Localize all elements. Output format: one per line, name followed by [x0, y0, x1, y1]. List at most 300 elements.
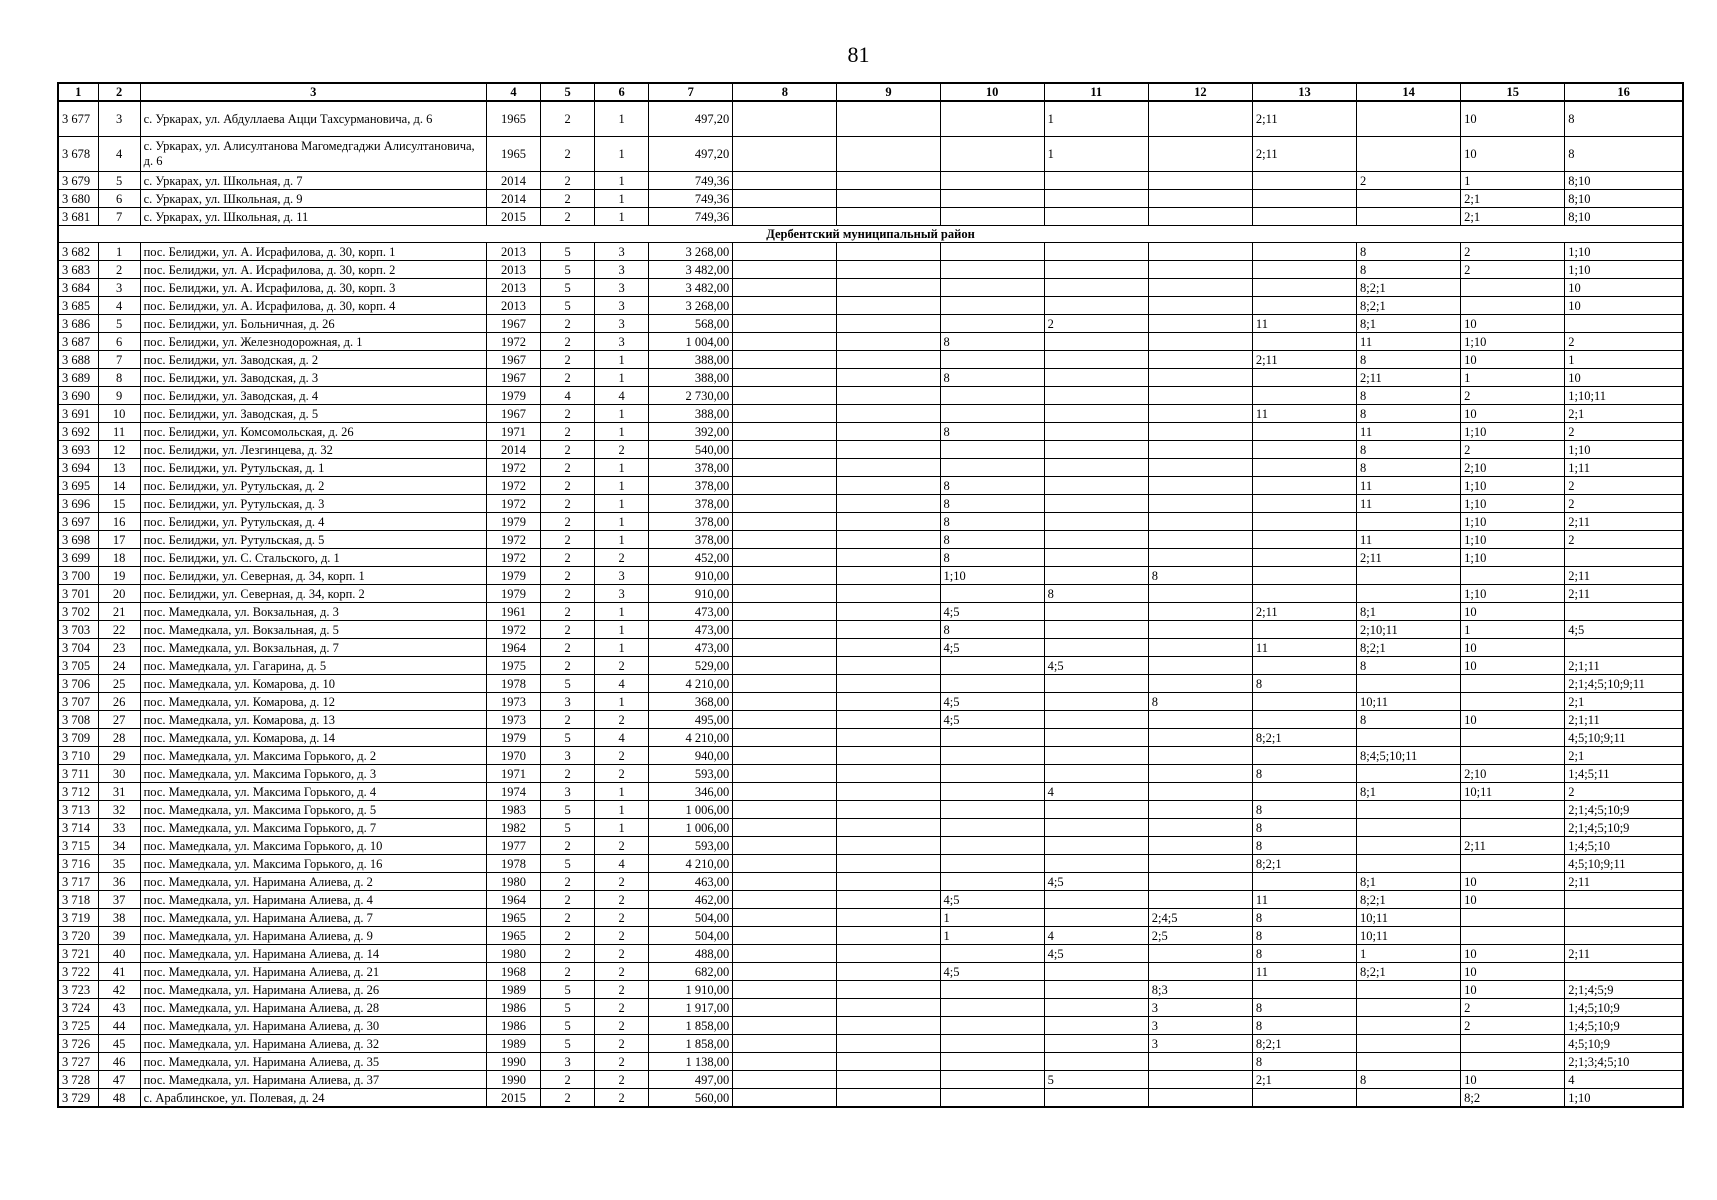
cell-col-9 — [837, 927, 940, 945]
cell-col-8 — [733, 243, 837, 261]
cell-col-11 — [1044, 729, 1148, 747]
cell-col-10 — [940, 1071, 1044, 1089]
cell-col-9 — [837, 549, 940, 567]
cell-col-15: 10 — [1461, 101, 1565, 137]
cell-entrances: 1 — [595, 351, 649, 369]
table-row — [58, 137, 1683, 172]
cell-item-number: 14 — [98, 477, 140, 495]
cell-col-13 — [1252, 549, 1356, 567]
cell-item-number: 2 — [98, 261, 140, 279]
cell-col-8 — [733, 765, 837, 783]
cell-item-number: 9 — [98, 387, 140, 405]
cell-floors: 5 — [541, 729, 595, 747]
cell-col-14 — [1357, 513, 1461, 531]
cell-col-8 — [733, 405, 837, 423]
cell-col-11 — [1044, 693, 1148, 711]
cell-entrances: 3 — [595, 567, 649, 585]
cell-floors: 5 — [541, 243, 595, 261]
cell-item-number: 1 — [98, 243, 140, 261]
cell-area: 682,00 — [649, 963, 733, 981]
cell-floors: 2 — [541, 531, 595, 549]
cell-floors: 2 — [541, 1071, 595, 1089]
cell-col-14: 8;1 — [1357, 315, 1461, 333]
cell-col-8 — [733, 585, 837, 603]
cell-col-8 — [733, 1053, 837, 1071]
cell-col-15: 10 — [1461, 405, 1565, 423]
cell-entrances: 4 — [595, 855, 649, 873]
cell-col-11: 4 — [1044, 927, 1148, 945]
cell-address: пос. Мамедкала, ул. Комарова, д. 10 — [140, 675, 486, 693]
cell-col-9 — [837, 261, 940, 279]
cell-col-12 — [1148, 783, 1252, 801]
cell-col-14: 8 — [1357, 441, 1461, 459]
table-row — [58, 801, 1683, 819]
cell-col-14 — [1357, 1089, 1461, 1108]
cell-floors: 5 — [541, 279, 595, 297]
cell-col-11 — [1044, 369, 1148, 387]
cell-col-10 — [940, 819, 1044, 837]
section-title: Дербентский муниципальный район — [58, 226, 1683, 243]
cell-col-9 — [837, 639, 940, 657]
table-row — [58, 1089, 1683, 1108]
cell-col-14 — [1357, 1035, 1461, 1053]
table-row — [58, 603, 1683, 621]
cell-floors: 2 — [541, 315, 595, 333]
cell-year-built: 1983 — [487, 801, 541, 819]
cell-entrances: 1 — [595, 405, 649, 423]
cell-address: пос. Белиджи, ул. Заводская, д. 3 — [140, 369, 486, 387]
cell-year-built: 1990 — [487, 1071, 541, 1089]
cell-entrances: 2 — [595, 1035, 649, 1053]
cell-entrances: 2 — [595, 1053, 649, 1071]
cell-year-built: 1975 — [487, 657, 541, 675]
cell-col-14: 8;2;1 — [1357, 963, 1461, 981]
table-row — [58, 441, 1683, 459]
cell-record-number: 3 714 — [58, 819, 98, 837]
cell-col-13 — [1252, 657, 1356, 675]
column-header-15: 15 — [1461, 83, 1565, 101]
cell-col-12 — [1148, 1053, 1252, 1071]
cell-col-11 — [1044, 801, 1148, 819]
cell-col-13: 8;2;1 — [1252, 729, 1356, 747]
cell-col-11: 2 — [1044, 315, 1148, 333]
cell-item-number: 11 — [98, 423, 140, 441]
cell-floors: 2 — [541, 765, 595, 783]
cell-col-9 — [837, 1089, 940, 1108]
cell-col-11 — [1044, 208, 1148, 226]
cell-record-number: 3 695 — [58, 477, 98, 495]
cell-col-15: 10 — [1461, 315, 1565, 333]
cell-record-number: 3 689 — [58, 369, 98, 387]
cell-col-8 — [733, 711, 837, 729]
cell-col-12 — [1148, 495, 1252, 513]
cell-col-16: 2;1;3;4;5;10 — [1565, 1053, 1683, 1071]
cell-address: пос. Белиджи, ул. Лезгинцева, д. 32 — [140, 441, 486, 459]
cell-item-number: 27 — [98, 711, 140, 729]
cell-col-12 — [1148, 891, 1252, 909]
cell-col-15: 1;10 — [1461, 495, 1565, 513]
cell-record-number: 3 713 — [58, 801, 98, 819]
cell-col-13: 11 — [1252, 405, 1356, 423]
column-header-14: 14 — [1357, 83, 1461, 101]
cell-col-11 — [1044, 1035, 1148, 1053]
cell-entrances: 2 — [595, 765, 649, 783]
cell-col-8 — [733, 208, 837, 226]
cell-area: 529,00 — [649, 657, 733, 675]
table-row — [58, 387, 1683, 405]
cell-col-9 — [837, 819, 940, 837]
cell-col-10 — [940, 243, 1044, 261]
cell-col-15: 2;10 — [1461, 765, 1565, 783]
table-row — [58, 657, 1683, 675]
cell-col-12: 2;5 — [1148, 927, 1252, 945]
cell-address: пос. Белиджи, ул. Рутульская, д. 3 — [140, 495, 486, 513]
cell-col-16: 2 — [1565, 333, 1683, 351]
cell-col-16: 10 — [1565, 369, 1683, 387]
cell-col-12 — [1148, 208, 1252, 226]
cell-col-13 — [1252, 531, 1356, 549]
cell-address: пос. Белиджи, ул. Рутульская, д. 2 — [140, 477, 486, 495]
cell-address: пос. Мамедкала, ул. Вокзальная, д. 7 — [140, 639, 486, 657]
table-row — [58, 1071, 1683, 1089]
cell-item-number: 45 — [98, 1035, 140, 1053]
cell-col-11 — [1044, 351, 1148, 369]
cell-col-11 — [1044, 675, 1148, 693]
cell-year-built: 1973 — [487, 693, 541, 711]
cell-address: пос. Мамедкала, ул. Максима Горького, д. 4 — [140, 783, 486, 801]
cell-entrances: 1 — [595, 101, 649, 137]
cell-col-16: 8 — [1565, 137, 1683, 172]
cell-col-9 — [837, 1035, 940, 1053]
cell-col-8 — [733, 675, 837, 693]
cell-entrances: 2 — [595, 549, 649, 567]
table-row — [58, 261, 1683, 279]
cell-col-12 — [1148, 675, 1252, 693]
cell-area: 910,00 — [649, 567, 733, 585]
cell-col-10 — [940, 1035, 1044, 1053]
cell-col-16: 8;10 — [1565, 172, 1683, 190]
cell-col-13 — [1252, 243, 1356, 261]
cell-col-12 — [1148, 837, 1252, 855]
cell-col-10 — [940, 675, 1044, 693]
cell-col-15: 2 — [1461, 441, 1565, 459]
table-row — [58, 405, 1683, 423]
cell-col-14: 11 — [1357, 333, 1461, 351]
cell-address: пос. Мамедкала, ул. Наримана Алиева, д. 37 — [140, 1071, 486, 1089]
cell-record-number: 3 685 — [58, 297, 98, 315]
cell-col-14 — [1357, 208, 1461, 226]
cell-col-14 — [1357, 729, 1461, 747]
cell-area: 1 006,00 — [649, 819, 733, 837]
cell-col-10: 8 — [940, 621, 1044, 639]
cell-floors: 5 — [541, 675, 595, 693]
cell-col-15: 10 — [1461, 963, 1565, 981]
cell-col-13 — [1252, 585, 1356, 603]
cell-col-11: 4;5 — [1044, 873, 1148, 891]
cell-item-number: 28 — [98, 729, 140, 747]
cell-col-14 — [1357, 855, 1461, 873]
cell-item-number: 39 — [98, 927, 140, 945]
cell-address: пос. Белиджи, ул. Северная, д. 34, корп. 2 — [140, 585, 486, 603]
cell-col-8 — [733, 873, 837, 891]
table-row — [58, 621, 1683, 639]
cell-col-10: 8 — [940, 513, 1044, 531]
cell-col-8 — [733, 423, 837, 441]
table-row — [58, 855, 1683, 873]
cell-col-14: 8 — [1357, 711, 1461, 729]
cell-col-14: 8;2;1 — [1357, 639, 1461, 657]
cell-col-9 — [837, 981, 940, 999]
cell-col-8 — [733, 729, 837, 747]
table-row — [58, 1017, 1683, 1035]
cell-col-13: 11 — [1252, 639, 1356, 657]
cell-col-8 — [733, 495, 837, 513]
cell-col-11 — [1044, 981, 1148, 999]
cell-col-15: 2 — [1461, 243, 1565, 261]
cell-col-9 — [837, 297, 940, 315]
cell-col-14: 2;11 — [1357, 369, 1461, 387]
cell-col-13: 8;2;1 — [1252, 855, 1356, 873]
table-row — [58, 495, 1683, 513]
cell-col-8 — [733, 1035, 837, 1053]
cell-area: 473,00 — [649, 621, 733, 639]
cell-address: с. Уркарах, ул. Школьная, д. 9 — [140, 190, 486, 208]
cell-year-built: 1986 — [487, 1017, 541, 1035]
cell-record-number: 3 691 — [58, 405, 98, 423]
cell-col-14: 8;1 — [1357, 873, 1461, 891]
cell-floors: 2 — [541, 711, 595, 729]
cell-col-10 — [940, 729, 1044, 747]
cell-col-10: 4;5 — [940, 711, 1044, 729]
table-row — [58, 999, 1683, 1017]
cell-col-9 — [837, 101, 940, 137]
cell-address: пос. Мамедкала, ул. Максима Горького, д. 3 — [140, 765, 486, 783]
cell-col-9 — [837, 1071, 940, 1089]
cell-item-number: 6 — [98, 333, 140, 351]
cell-address: пос. Мамедкала, ул. Максима Горького, д. 5 — [140, 801, 486, 819]
table-row — [58, 351, 1683, 369]
cell-item-number: 5 — [98, 172, 140, 190]
cell-year-built: 1964 — [487, 891, 541, 909]
cell-record-number: 3 707 — [58, 693, 98, 711]
cell-record-number: 3 710 — [58, 747, 98, 765]
cell-col-14: 10;11 — [1357, 909, 1461, 927]
cell-col-12 — [1148, 729, 1252, 747]
cell-floors: 2 — [541, 351, 595, 369]
cell-col-15 — [1461, 1035, 1565, 1053]
cell-col-13: 8 — [1252, 909, 1356, 927]
cell-record-number: 3 726 — [58, 1035, 98, 1053]
cell-col-10: 1 — [940, 909, 1044, 927]
table-row — [58, 315, 1683, 333]
cell-item-number: 12 — [98, 441, 140, 459]
cell-col-10 — [940, 801, 1044, 819]
cell-col-11 — [1044, 999, 1148, 1017]
cell-col-14: 11 — [1357, 495, 1461, 513]
cell-col-13: 11 — [1252, 891, 1356, 909]
cell-area: 3 482,00 — [649, 261, 733, 279]
cell-floors: 2 — [541, 405, 595, 423]
cell-col-14 — [1357, 819, 1461, 837]
cell-col-12: 2;4;5 — [1148, 909, 1252, 927]
cell-year-built: 1972 — [487, 549, 541, 567]
cell-col-14: 8 — [1357, 1071, 1461, 1089]
cell-col-16: 1;11 — [1565, 459, 1683, 477]
cell-col-10 — [940, 405, 1044, 423]
cell-col-15: 10 — [1461, 137, 1565, 172]
cell-col-11: 1 — [1044, 101, 1148, 137]
cell-col-9 — [837, 747, 940, 765]
cell-address: пос. Мамедкала, ул. Наримана Алиева, д. 35 — [140, 1053, 486, 1071]
cell-area: 488,00 — [649, 945, 733, 963]
cell-area: 749,36 — [649, 208, 733, 226]
cell-col-16: 1;10 — [1565, 243, 1683, 261]
cell-item-number: 25 — [98, 675, 140, 693]
column-header-13: 13 — [1252, 83, 1356, 101]
cell-floors: 2 — [541, 873, 595, 891]
cell-col-12: 3 — [1148, 999, 1252, 1017]
cell-col-14: 8;1 — [1357, 783, 1461, 801]
cell-year-built: 1965 — [487, 909, 541, 927]
cell-record-number: 3 688 — [58, 351, 98, 369]
cell-col-15: 1;10 — [1461, 477, 1565, 495]
cell-col-12 — [1148, 585, 1252, 603]
cell-area: 388,00 — [649, 351, 733, 369]
cell-col-13: 8 — [1252, 1017, 1356, 1035]
cell-col-12 — [1148, 441, 1252, 459]
cell-col-14: 8 — [1357, 351, 1461, 369]
table-row — [58, 423, 1683, 441]
cell-col-11 — [1044, 279, 1148, 297]
cell-floors: 5 — [541, 999, 595, 1017]
cell-col-9 — [837, 1053, 940, 1071]
cell-col-8 — [733, 549, 837, 567]
cell-col-10 — [940, 981, 1044, 999]
cell-col-14: 2 — [1357, 172, 1461, 190]
cell-item-number: 32 — [98, 801, 140, 819]
cell-col-13: 2;1 — [1252, 1071, 1356, 1089]
cell-col-10 — [940, 315, 1044, 333]
table-row — [58, 585, 1683, 603]
cell-col-16: 2 — [1565, 423, 1683, 441]
table-row — [58, 208, 1683, 226]
cell-address: пос. Мамедкала, ул. Наримана Алиева, д. 7 — [140, 909, 486, 927]
cell-record-number: 3 722 — [58, 963, 98, 981]
cell-col-9 — [837, 855, 940, 873]
cell-col-13: 8 — [1252, 765, 1356, 783]
cell-col-8 — [733, 927, 837, 945]
cell-item-number: 4 — [98, 137, 140, 172]
cell-col-13 — [1252, 387, 1356, 405]
cell-area: 378,00 — [649, 495, 733, 513]
cell-col-15: 2 — [1461, 999, 1565, 1017]
cell-year-built: 1967 — [487, 351, 541, 369]
cell-col-16: 2;1 — [1565, 405, 1683, 423]
column-header-11: 11 — [1044, 83, 1148, 101]
cell-col-11 — [1044, 855, 1148, 873]
cell-col-12 — [1148, 297, 1252, 315]
cell-col-13: 11 — [1252, 963, 1356, 981]
cell-col-14: 11 — [1357, 423, 1461, 441]
cell-col-8 — [733, 819, 837, 837]
cell-col-11: 4 — [1044, 783, 1148, 801]
cell-col-12 — [1148, 369, 1252, 387]
cell-item-number: 18 — [98, 549, 140, 567]
cell-address: пос. Мамедкала, ул. Комарова, д. 13 — [140, 711, 486, 729]
table-row — [58, 981, 1683, 999]
cell-col-12 — [1148, 873, 1252, 891]
cell-col-16 — [1565, 927, 1683, 945]
cell-col-11 — [1044, 405, 1148, 423]
cell-item-number: 16 — [98, 513, 140, 531]
cell-address: пос. Белиджи, ул. Рутульская, д. 1 — [140, 459, 486, 477]
cell-col-14 — [1357, 981, 1461, 999]
column-header-6: 6 — [595, 83, 649, 101]
cell-address: пос. Мамедкала, ул. Максима Горького, д. 7 — [140, 819, 486, 837]
cell-year-built: 1979 — [487, 567, 541, 585]
cell-item-number: 5 — [98, 315, 140, 333]
cell-col-12 — [1148, 101, 1252, 137]
cell-col-15: 10 — [1461, 981, 1565, 999]
cell-col-13 — [1252, 1089, 1356, 1108]
cell-col-15: 1;10 — [1461, 585, 1565, 603]
cell-col-15: 1 — [1461, 369, 1565, 387]
cell-item-number: 36 — [98, 873, 140, 891]
cell-col-15: 10 — [1461, 1071, 1565, 1089]
cell-col-16: 2;11 — [1565, 945, 1683, 963]
cell-record-number: 3 720 — [58, 927, 98, 945]
cell-col-9 — [837, 711, 940, 729]
cell-entrances: 2 — [595, 1017, 649, 1035]
cell-col-9 — [837, 945, 940, 963]
cell-record-number: 3 693 — [58, 441, 98, 459]
cell-record-number: 3 724 — [58, 999, 98, 1017]
cell-entrances: 2 — [595, 999, 649, 1017]
cell-col-9 — [837, 190, 940, 208]
cell-col-12 — [1148, 243, 1252, 261]
cell-col-14: 8;2;1 — [1357, 297, 1461, 315]
cell-col-15 — [1461, 693, 1565, 711]
cell-address: с. Араблинское, ул. Полевая, д. 24 — [140, 1089, 486, 1108]
cell-area: 495,00 — [649, 711, 733, 729]
cell-col-12 — [1148, 190, 1252, 208]
cell-col-13: 8 — [1252, 945, 1356, 963]
cell-year-built: 1979 — [487, 585, 541, 603]
cell-col-16: 4;5;10;9 — [1565, 1035, 1683, 1053]
cell-area: 388,00 — [649, 405, 733, 423]
cell-col-15 — [1461, 567, 1565, 585]
cell-floors: 5 — [541, 855, 595, 873]
cell-col-10: 4;5 — [940, 603, 1044, 621]
cell-area: 4 210,00 — [649, 855, 733, 873]
cell-col-9 — [837, 837, 940, 855]
cell-col-8 — [733, 315, 837, 333]
cell-col-10 — [940, 261, 1044, 279]
column-header-2: 2 — [98, 83, 140, 101]
cell-entrances: 1 — [595, 513, 649, 531]
table-row — [58, 909, 1683, 927]
cell-record-number: 3 677 — [58, 101, 98, 137]
cell-col-12: 8 — [1148, 567, 1252, 585]
cell-col-8 — [733, 657, 837, 675]
cell-col-11 — [1044, 621, 1148, 639]
cell-col-13: 11 — [1252, 315, 1356, 333]
column-header-5: 5 — [541, 83, 595, 101]
cell-col-9 — [837, 801, 940, 819]
cell-year-built: 1980 — [487, 873, 541, 891]
cell-col-10 — [940, 1017, 1044, 1035]
cell-col-16: 2;11 — [1565, 585, 1683, 603]
